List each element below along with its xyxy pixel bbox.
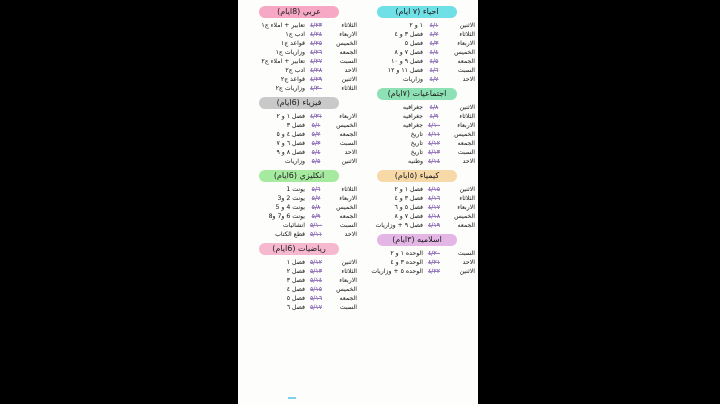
- row-day: الاثنين: [459, 104, 475, 111]
- schedule-row: [241, 121, 357, 130]
- row-topic: جغرافيه: [402, 113, 423, 120]
- section-title: رياضيات (6ايام): [259, 243, 339, 255]
- row-date: ٤/٢٠: [427, 250, 441, 257]
- schedule-row: [241, 212, 357, 221]
- row-day: الاربعاء: [339, 113, 357, 120]
- row-topic: فصل ٣: [286, 122, 305, 129]
- schedule-row: [359, 57, 475, 66]
- row-topic: فصل ٩ + وزاريات: [375, 222, 423, 229]
- row-date: ٤/٢٣: [309, 22, 323, 29]
- row-topic: فصل ١: [286, 259, 305, 266]
- row-topic: يونت 4 و 5: [275, 204, 305, 211]
- row-topic: وزاريات ج١: [275, 49, 305, 56]
- row-date: ٤/١: [429, 22, 439, 29]
- row-day: الاربعاء: [339, 277, 357, 284]
- row-date: ٤/١٣: [427, 149, 441, 156]
- row-date: ٤/٨: [429, 104, 439, 111]
- row-day: السبت: [339, 58, 357, 65]
- row-topic: وزاريات: [284, 158, 305, 165]
- row-topic: الوحده ٥ + وزاريات: [371, 268, 423, 275]
- row-day: الجمعه: [457, 58, 475, 65]
- row-topic: تعابير + املاء ج١: [261, 22, 305, 29]
- row-date: ٤/٣: [429, 40, 439, 47]
- row-day: الاربعاء: [339, 31, 357, 38]
- row-topic: فصل ٣: [286, 277, 305, 284]
- row-day: الثلاثاء: [341, 85, 357, 92]
- row-topic: تعابير + املاء ج٢: [261, 58, 305, 65]
- schedule-row: [359, 48, 475, 57]
- english-block: [241, 170, 357, 239]
- row-day: الاحد: [344, 231, 357, 238]
- row-day: الثلاثاء: [459, 31, 475, 38]
- row-topic: فصل ٣ و ٤: [394, 195, 423, 202]
- row-topic: فصل ٦ و ٧: [276, 140, 305, 147]
- row-day: الخميس: [454, 49, 475, 56]
- row-date: ٤/١١: [427, 131, 441, 138]
- row-date: ٥/٣: [311, 140, 321, 147]
- row-day: الجمعه: [457, 222, 475, 229]
- row-day: الاثنين: [341, 259, 357, 266]
- schedule-row: [359, 267, 475, 276]
- schedule-row: [241, 203, 357, 212]
- schedule-row: [359, 185, 475, 194]
- row-day: الجمعه: [457, 140, 475, 147]
- row-topic: جغرافيه: [402, 104, 423, 111]
- row-date: ٥/١٣: [309, 268, 323, 275]
- row-topic: فصل ٧ و ٨: [394, 213, 423, 220]
- schedule-row: [241, 194, 357, 203]
- row-date: ٤/٩: [429, 113, 439, 120]
- row-date: ٥/١٥: [309, 286, 323, 293]
- schedule-row: [359, 66, 475, 75]
- schedule-row: [241, 57, 357, 66]
- row-topic: وزاريات: [402, 76, 423, 83]
- row-date: ٤/١٨: [427, 213, 441, 220]
- section-title: اجتماعيات (٧ايام): [377, 88, 457, 100]
- row-day: الاربعاء: [457, 204, 475, 211]
- row-day: الجمعه: [339, 49, 357, 56]
- row-topic: وطنيه: [408, 158, 423, 165]
- row-topic: يونت 2 و3: [277, 195, 305, 202]
- row-day: السبت: [339, 140, 357, 147]
- row-day: الاثنين: [459, 186, 475, 193]
- schedule-row: [241, 66, 357, 75]
- row-topic: فصل ٥ و ٦: [394, 204, 423, 211]
- schedule-row: [359, 258, 475, 267]
- row-topic: قواعد ج١: [280, 40, 305, 47]
- row-date: ٤/١٥: [427, 186, 441, 193]
- row-date: ٤/٦: [429, 67, 439, 74]
- row-topic: فصل ١١ و ١٢: [387, 67, 423, 74]
- schedule-row: [359, 103, 475, 112]
- chemistry-block: [359, 170, 475, 230]
- row-topic: فصل ٥: [286, 295, 305, 302]
- social-studies-block: [359, 88, 475, 166]
- row-day: الثلاثاء: [341, 186, 357, 193]
- row-topic: فصل ٤: [286, 286, 305, 293]
- row-topic: فصل ٤ و ٥: [276, 131, 305, 138]
- row-topic: قواعد ج٢: [280, 76, 305, 83]
- row-date: ٤/٣١: [309, 113, 323, 120]
- row-date: ٤/٣٠: [309, 85, 323, 92]
- row-topic: فصل ٦: [286, 304, 305, 311]
- row-date: ٥/١٤: [309, 277, 323, 284]
- row-date: ٥/١٧: [309, 304, 323, 311]
- schedule-row: [359, 121, 475, 130]
- row-topic: فصل ٢: [286, 268, 305, 275]
- row-date: ٥/١٦: [309, 295, 323, 302]
- row-date: ٤/٢٦: [309, 49, 323, 56]
- row-day: الاربعاء: [457, 122, 475, 129]
- row-topic: ادب ج٢: [285, 67, 305, 74]
- row-date: ٥/١٠: [309, 222, 323, 229]
- row-topic: يونت 6 و7 و8: [268, 213, 305, 220]
- row-date: ٤/٤: [429, 49, 439, 56]
- schedule-row: [241, 294, 357, 303]
- row-topic: فصل ١ و ٢: [394, 186, 423, 193]
- schedule-row: [241, 276, 357, 285]
- arabic-block: [241, 6, 357, 93]
- row-day: السبت: [339, 222, 357, 229]
- row-date: ٤/١٩: [427, 222, 441, 229]
- section-title: عربي (8ايام): [259, 6, 339, 18]
- row-day: الخميس: [454, 131, 475, 138]
- row-date: ٤/٢: [429, 31, 439, 38]
- row-day: الاربعاء: [457, 40, 475, 47]
- schedule-row: [359, 249, 475, 258]
- row-date: ٤/٢٤: [309, 31, 323, 38]
- row-date: ٥/٩: [311, 213, 321, 220]
- math-block: [241, 243, 357, 312]
- row-date: ٥/١٢: [309, 259, 323, 266]
- row-date: ٤/٢٧: [309, 58, 323, 65]
- row-topic: ١ و ٢: [409, 22, 423, 29]
- row-day: الاثنين: [459, 268, 475, 275]
- row-topic: الوحده ١ و ٢: [390, 250, 423, 257]
- schedule-row: [359, 130, 475, 139]
- row-topic: فصل ٩ و ١٠: [391, 58, 423, 65]
- row-topic: الوحده ٣ و ٤: [390, 259, 423, 266]
- row-day: الثلاثاء: [459, 195, 475, 202]
- row-day: الجمعه: [339, 295, 357, 302]
- row-date: ٤/١٤: [427, 158, 441, 165]
- schedule-row: [359, 21, 475, 30]
- schedule-row: [241, 84, 357, 93]
- schedule-row: [359, 30, 475, 39]
- row-day: السبت: [339, 304, 357, 311]
- row-day: الاربعاء: [339, 195, 357, 202]
- schedule-row: [241, 148, 357, 157]
- row-topic: تاريخ: [410, 140, 423, 147]
- schedule-row: [241, 185, 357, 194]
- schedule-row: [241, 221, 357, 230]
- row-day: الثلاثاء: [341, 268, 357, 275]
- row-date: ٤/١٧: [427, 204, 441, 211]
- row-day: الاحد: [462, 158, 475, 165]
- schedule-row: [241, 139, 357, 148]
- schedule-row: [359, 221, 475, 230]
- row-day: السبت: [457, 149, 475, 156]
- row-day: الخميس: [336, 40, 357, 47]
- biology-block: [359, 6, 475, 84]
- row-topic: قطع الكتاب: [275, 231, 305, 238]
- schedule-row: [241, 30, 357, 39]
- schedule-row: [359, 148, 475, 157]
- row-topic: جغرافيه: [402, 122, 423, 129]
- schedule-row: [359, 157, 475, 166]
- schedule-row: [359, 39, 475, 48]
- schedule-row: [359, 75, 475, 84]
- row-date: ٥/٧: [311, 195, 321, 202]
- row-topic: تاريخ: [410, 149, 423, 156]
- row-date: ٤/١٠: [427, 122, 441, 129]
- schedule-page: [238, 0, 478, 404]
- row-date: ٤/١٢: [427, 140, 441, 147]
- row-day: الخميس: [454, 213, 475, 220]
- islamic-block: [359, 234, 475, 276]
- row-date: ٤/٢٨: [309, 67, 323, 74]
- row-topic: ادب ج١: [285, 31, 305, 38]
- section-title: اسلاميه (٣ايام): [377, 234, 457, 246]
- section-title: كيمياء (٥ايام): [377, 170, 457, 182]
- row-topic: فصل ٨ و ٩: [276, 149, 305, 156]
- row-day: الاثنين: [459, 22, 475, 29]
- schedule-row: [241, 48, 357, 57]
- row-date: ٥/٦: [311, 186, 321, 193]
- scroll-indicator: [288, 397, 296, 399]
- row-day: الجمعه: [339, 131, 357, 138]
- schedule-row: [359, 212, 475, 221]
- section-title: احياء (٧ ايام): [377, 6, 457, 18]
- row-day: الخميس: [336, 122, 357, 129]
- row-day: الجمعه: [339, 213, 357, 220]
- schedule-row: [241, 267, 357, 276]
- row-day: السبت: [457, 67, 475, 74]
- schedule-row: [241, 130, 357, 139]
- left-column: [241, 6, 357, 316]
- row-topic: انشائيات: [282, 222, 305, 229]
- row-topic: فصل ٧ و ٨: [394, 49, 423, 56]
- row-date: ٥/٢: [311, 131, 321, 138]
- section-title: انكليزي (6ايام): [259, 170, 339, 182]
- row-topic: تاريخ: [410, 131, 423, 138]
- row-day: الاحد: [462, 76, 475, 83]
- schedule-row: [359, 194, 475, 203]
- row-date: ٤/٢٩: [309, 76, 323, 83]
- row-date: ٥/١١: [309, 231, 323, 238]
- row-date: ٤/٢٢: [427, 268, 441, 275]
- row-topic: فصل ٥: [404, 40, 423, 47]
- row-topic: فصل ١ و ٢: [276, 113, 305, 120]
- row-day: الاثنين: [341, 76, 357, 83]
- row-topic: فصل ٣ و ٤: [394, 31, 423, 38]
- row-day: الاحد: [344, 67, 357, 74]
- row-date: ٥/٨: [311, 204, 321, 211]
- row-topic: يونت 1: [286, 186, 305, 193]
- schedule-row: [241, 21, 357, 30]
- row-date: ٥/٤: [311, 149, 321, 156]
- schedule-row: [241, 39, 357, 48]
- row-day: الخميس: [336, 286, 357, 293]
- schedule-row: [241, 303, 357, 312]
- schedule-row: [241, 75, 357, 84]
- row-day: الاحد: [344, 149, 357, 156]
- schedule-row: [241, 230, 357, 239]
- right-column: [359, 6, 475, 280]
- section-title: فيزياء (6ايام): [259, 97, 339, 109]
- row-date: ٤/٧: [429, 76, 439, 83]
- row-date: ٥/٥: [311, 158, 321, 165]
- schedule-row: [241, 157, 357, 166]
- schedule-row: [241, 112, 357, 121]
- row-topic: وزاريات ج٢: [275, 85, 305, 92]
- row-day: الاحد: [462, 259, 475, 266]
- physics-block: [241, 97, 357, 166]
- row-date: ٤/٥: [429, 58, 439, 65]
- schedule-row: [359, 139, 475, 148]
- schedule-row: [359, 203, 475, 212]
- row-day: الخميس: [336, 204, 357, 211]
- schedule-row: [241, 285, 357, 294]
- schedule-row: [359, 112, 475, 121]
- row-day: الثلاثاء: [341, 22, 357, 29]
- row-date: ٤/٢٥: [309, 40, 323, 47]
- row-date: ٥/١: [311, 122, 321, 129]
- row-day: السبت: [457, 250, 475, 257]
- row-date: ٤/١٦: [427, 195, 441, 202]
- row-day: الاثنين: [341, 158, 357, 165]
- row-day: الثلاثاء: [459, 113, 475, 120]
- schedule-row: [241, 258, 357, 267]
- row-date: ٤/٢١: [427, 259, 441, 266]
